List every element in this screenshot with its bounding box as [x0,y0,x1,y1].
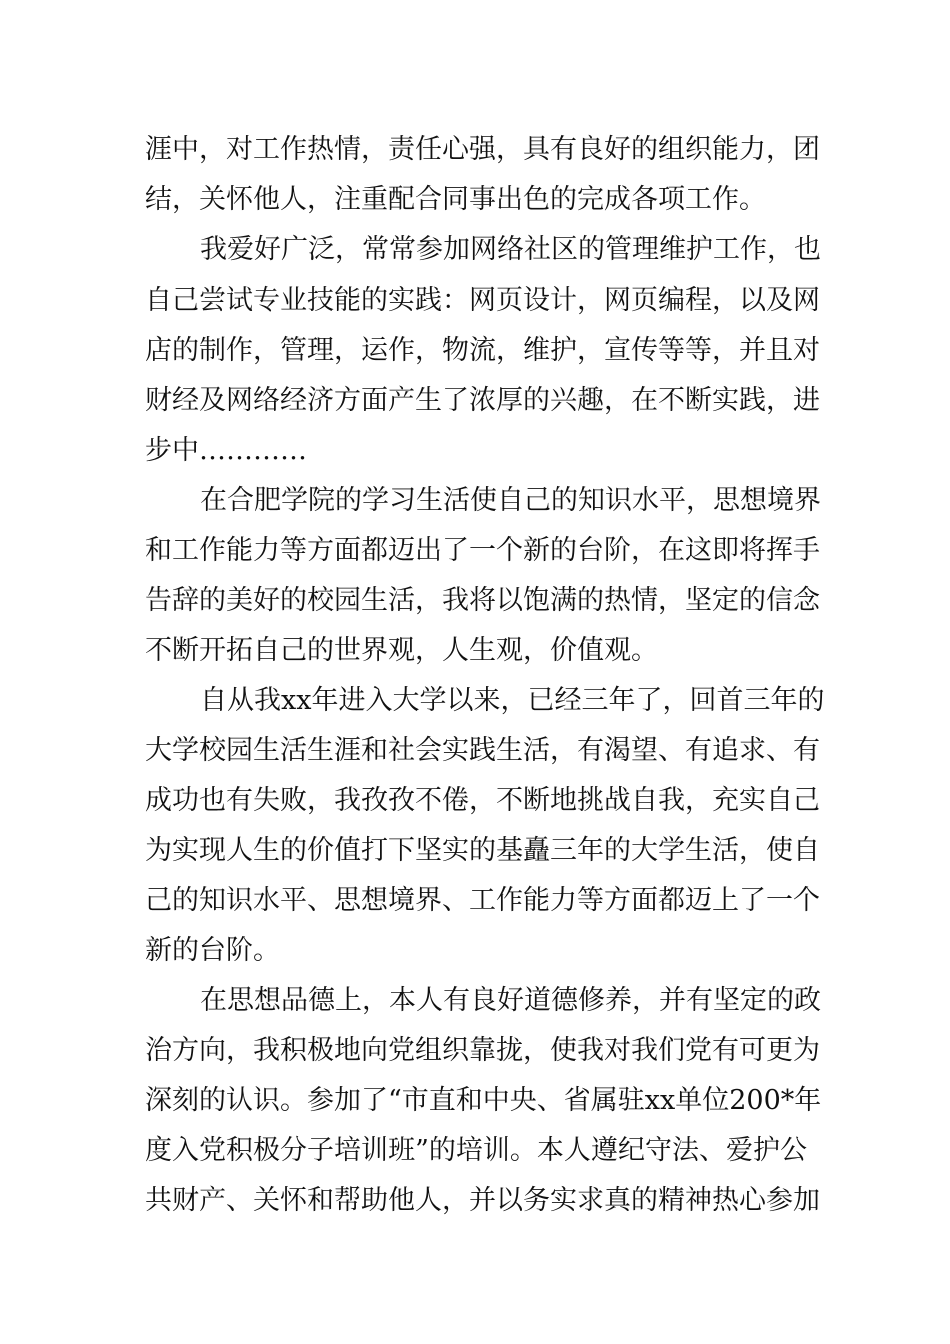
text-line: 治方向，我积极地向党组织靠拢，使我对我们党有可更为 [145,1035,820,1066]
text-line: 涯中，对工作热情，责任心强，具有良好的组织能力，团 [145,134,820,165]
paragraph-first-line: 自从我xx年进入大学以来，已经三年了，回首三年的 [200,685,825,716]
paragraph-first-line: 在合肥学院的学习生活使自己的知识水平，思想境界 [200,485,821,516]
text-line: 和工作能力等方面都迈出了一个新的台阶，在这即将挥手 [145,535,820,566]
text-line: 成功也有失败，我孜孜不倦，不断地挑战自我，充实自己 [145,785,820,816]
paragraph-first-line: 我爱好广泛，常常参加网络社区的管理维护工作，也 [200,234,821,265]
text-line: 财经及网络经济方面产生了浓厚的兴趣，在不断实践，进 [145,385,820,416]
text-line: 结，关怀他人，注重配合同事出色的完成各项工作。 [145,184,766,215]
text-line: 店的制作，管理，运作，物流，维护，宣传等等，并且对 [145,335,820,366]
text-line: 新的台阶。 [145,935,280,966]
text-line: 度入党积极分子培训班”的培训。本人遵纪守法、爱护公 [145,1135,807,1166]
text-line: 深刻的认识。参加了“市直和中央、省属驻xx单位200*年 [145,1085,822,1116]
text-line: 自己尝试专业技能的实践：网页设计，网页编程，以及网 [145,285,820,316]
text-line: 共财产、关怀和帮助他人，并以务实求真的精神热心参加 [145,1185,820,1216]
text-line: 为实现人生的价值打下坚实的基矗三年的大学生活，使自 [145,835,820,866]
text-line: 步中………… [145,435,307,466]
text-line: 不断开拓自己的世界观，人生观，价值观。 [145,635,658,666]
text-line: 己的知识水平、思想境界、工作能力等方面都迈上了一个 [145,885,820,916]
paragraph-first-line: 在思想品德上，本人有良好道德修养，并有坚定的政 [200,985,821,1016]
text-line: 告辞的美好的校园生活，我将以饱满的热情，坚定的信念 [145,585,820,616]
text-line: 大学校园生活生涯和社会实践生活，有渴望、有追求、有 [145,735,820,766]
